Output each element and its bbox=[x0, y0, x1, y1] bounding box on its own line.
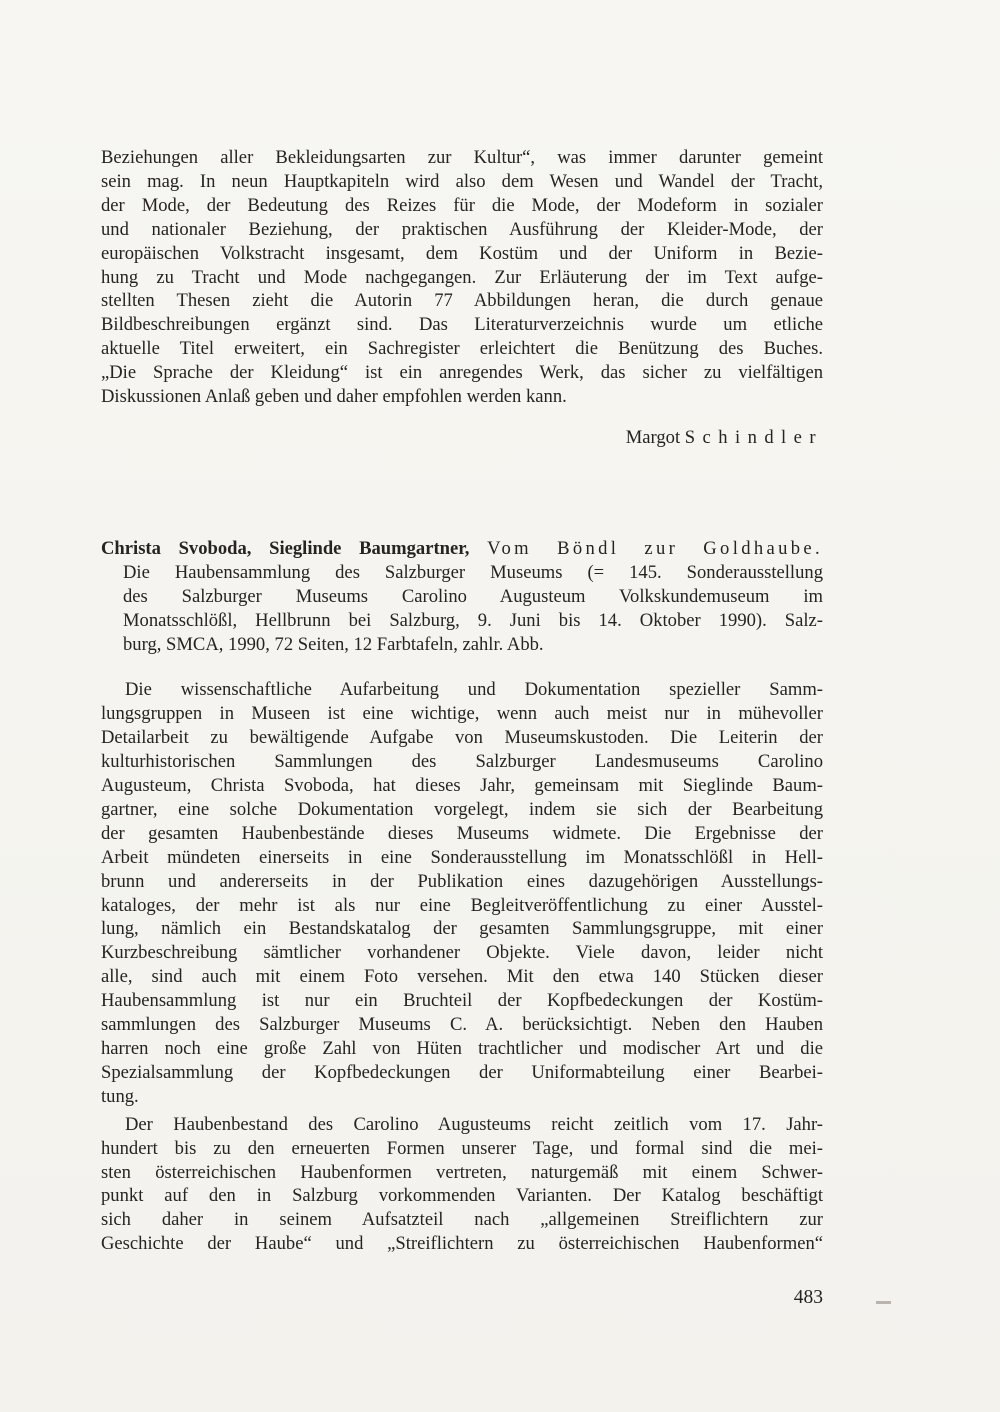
text-line: punkt auf den in Salzburg vorkommenden Varianten. Der Katalog beschäftigt bbox=[101, 1185, 823, 1207]
text-line: sten österreichischen Haubenformen vertreten, naturgemäß mit einem Schwer- bbox=[101, 1161, 823, 1183]
text-line: Diskussionen Anlaß geben und daher empfohlen werden kann. bbox=[101, 386, 567, 408]
text-line: und nationaler Beziehung, der praktischen Ausführung der Kleider-Mode, der bbox=[101, 218, 823, 240]
reviewer-first-name: Margot bbox=[625, 426, 685, 448]
text-line: Bildbeschreibungen ergänzt sind. Das Literaturverzeichnis wurde um etliche bbox=[101, 314, 823, 336]
review-authors: Christa Svoboda, Sieglinde Baumgartner, bbox=[101, 537, 470, 559]
text-line: Beziehungen aller Bekleidungsarten zur Kultur“, was immer darunter gemeint bbox=[101, 147, 823, 168]
page-number: 483 bbox=[793, 1287, 823, 1309]
text-line: Haubensammlung ist nur ein Bruchteil der Kopfbedeckungen der Kostüm- bbox=[101, 990, 823, 1012]
text-line: kataloges, der mehr ist als nur eine Begleitveröffentlichung zu einer Ausstel- bbox=[101, 894, 823, 916]
text-line: hundert bis zu den erneuerten Formen unserer Tage, und formal sind die mei- bbox=[101, 1137, 823, 1159]
text-line: der gesamten Haubenbestände dieses Museums widmete. Die Ergebnisse der bbox=[101, 822, 823, 844]
text-line: stellten Thesen zieht die Autorin 77 Abbildungen heran, die durch genaue bbox=[101, 290, 823, 312]
text-line: europäischen Volkstracht insgesamt, dem Kostüm und der Uniform in Bezie- bbox=[101, 242, 823, 264]
text-line: tung. bbox=[101, 1085, 139, 1107]
text-line: sich daher in seinem Aufsatzteil nach „allgemeinen Streiflichtern zur bbox=[101, 1209, 823, 1231]
text-line: Augusteum, Christa Svoboda, hat dieses Jahr, gemeinsam mit Sieglinde Baum- bbox=[101, 775, 823, 797]
text-line: der Mode, der Bedeutung des Reizes für die Mode, der Modeform in sozialer bbox=[101, 194, 823, 216]
text-line: alle, sind auch mit einem Foto versehen. Mit den etwa 140 Stücken dieser bbox=[101, 966, 823, 988]
reviewer-signature bbox=[101, 426, 823, 450]
text-line: Geschichte der Haube“ und „Streiflichtern zu österreichischen Haubenformen“ bbox=[101, 1233, 823, 1255]
text-line: Kurzbeschreibung sämtlicher vorhandener Objekte. Viele davon, leider nicht bbox=[101, 942, 823, 964]
text-line: kulturhistorischen Sammlungen des Salzburger Landesmuseums Carolino bbox=[101, 751, 823, 773]
text-line: harren noch eine große Zahl von Hüten trachtlicher und modischer Art und die bbox=[101, 1038, 823, 1059]
review-body-paragraph-1 bbox=[101, 678, 823, 1108]
scan-artifact-mark bbox=[876, 1301, 891, 1304]
text-line: sammlungen des Salzburger Museums C. A. berücksichtigt. Neben den Hauben bbox=[101, 1014, 823, 1036]
review-heading-continuation bbox=[101, 561, 823, 657]
previous-review-paragraph bbox=[101, 146, 823, 409]
text-line: burg, SMCA, 1990, 72 Seiten, 12 Farbtafeln, zahlr. Abb. bbox=[123, 633, 544, 655]
text-line: Arbeit mündeten einerseits in eine Sonderausstellung im Monatsschlößl in Hell- bbox=[101, 846, 823, 868]
text-line: aktuelle Titel erweitert, ein Sachregister erleichtert die Benützung des Buches. bbox=[101, 338, 823, 360]
review-heading-block bbox=[101, 537, 823, 657]
text-line: lungsgruppen in Museen ist eine wichtige, wenn auch meist nur in mühevoller bbox=[101, 703, 823, 725]
text-line: gartner, eine solche Dokumentation vorgelegt, indem sie sich der Bearbeitung bbox=[101, 798, 823, 820]
text-line: hung zu Tracht und Mode nachgegangen. Zur Erläuterung der im Text aufge- bbox=[101, 266, 823, 288]
review-body-paragraph-2 bbox=[101, 1113, 823, 1256]
text-line: Monatsschlößl, Hellbrunn bei Salzburg, 9. Juni bis 14. Oktober 1990). Salz- bbox=[123, 609, 823, 631]
text-line: lung, nämlich ein Bestandskatalog der gesamten Sammlungsgruppe, mit einer bbox=[101, 918, 823, 940]
text-line: Detailarbeit zu bewältigende Aufgabe von Museumskustoden. Die Leiterin der bbox=[101, 727, 823, 749]
review-title: Vom Böndl zur Goldhaube. bbox=[487, 537, 823, 559]
reviewer-last-name: Schindler bbox=[684, 426, 823, 448]
text-line: Spezialsammlung der Kopfbedeckungen der Uniformabteilung einer Bearbei- bbox=[101, 1061, 823, 1083]
text-line: des Salzburger Museums Carolino Augusteum Volkskundemuseum im bbox=[123, 585, 823, 607]
text-line: Die Haubensammlung des Salzburger Museums (= 145. Sonderausstellung bbox=[123, 561, 823, 583]
review-heading-first-line bbox=[101, 537, 823, 561]
text-column bbox=[101, 146, 823, 1310]
text-line: sein mag. In neun Hauptkapiteln wird also dem Wesen und Wandel der Tracht, bbox=[101, 170, 823, 192]
text-line: brunn und andererseits in der Publikation eines dazugehörigen Ausstellungs- bbox=[101, 870, 823, 892]
text-line: Der Haubenbestand des Carolino Augusteums reicht zeitlich vom 17. Jahr- bbox=[125, 1113, 823, 1135]
text-line: Die wissenschaftliche Aufarbeitung und Dokumentation spezieller Samm- bbox=[125, 679, 823, 701]
text-line: „Die Sprache der Kleidung“ ist ein anregendes Werk, das sicher zu vielfältigen bbox=[101, 362, 823, 384]
